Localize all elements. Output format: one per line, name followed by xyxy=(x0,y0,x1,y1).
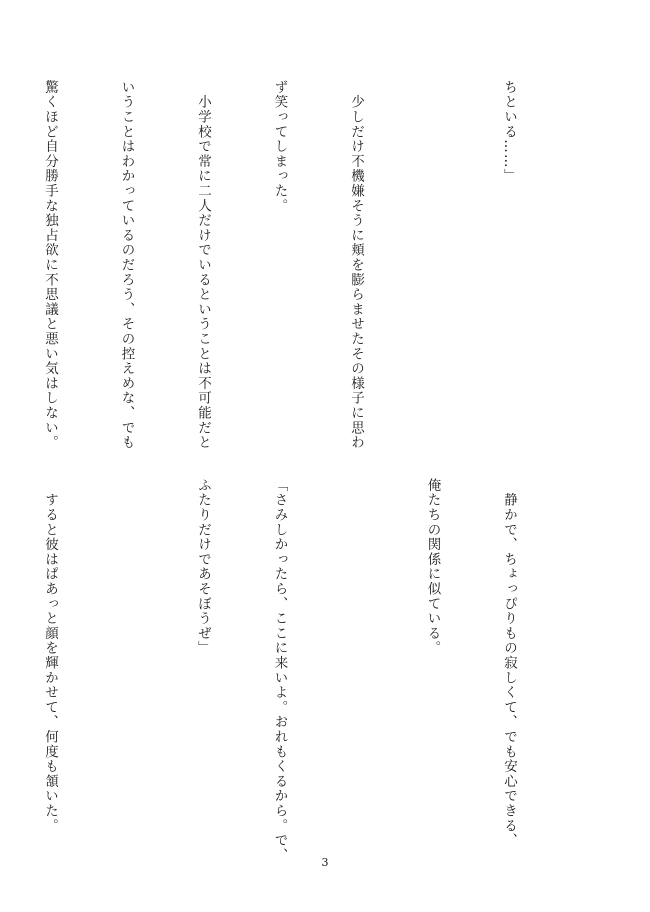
text-line: ふたりだけであそぼうぜ」 xyxy=(195,478,211,656)
text-line: ちといる……」 xyxy=(501,80,517,184)
text-block-top xyxy=(0,80,572,450)
text-line: ず笑ってしまった。 xyxy=(271,80,288,214)
text-line: 驚くほど自分勝手な独占欲に不思議と悪い気はしない。 xyxy=(42,80,58,450)
page-number: 3 xyxy=(321,856,329,869)
text-line: 少しだけ不機嫌そうに頬を膨らませたその様子に思わ xyxy=(348,80,364,450)
text-line xyxy=(343,478,369,838)
text-line: 「さみしかったら、ここに来いよ。おれもくるから。で、 xyxy=(271,478,288,863)
text-line: 小学校で常に二人だけでいるということは不可能だと xyxy=(195,80,211,450)
text-line xyxy=(419,80,445,440)
text-block-bottom xyxy=(0,478,572,863)
text-line: いうことはわかっているのだろう、その控えめな、でも xyxy=(118,80,135,450)
text-line: すると彼はぱあっと顔を輝かせて、何度も頷いた。 xyxy=(42,478,58,834)
text-line: 俺たちの関係に似ている。 xyxy=(424,478,441,656)
text-line xyxy=(113,478,139,838)
text-line: 静かで、ちょっぴりもの寂しくて、でも安心できる、 xyxy=(501,478,517,848)
